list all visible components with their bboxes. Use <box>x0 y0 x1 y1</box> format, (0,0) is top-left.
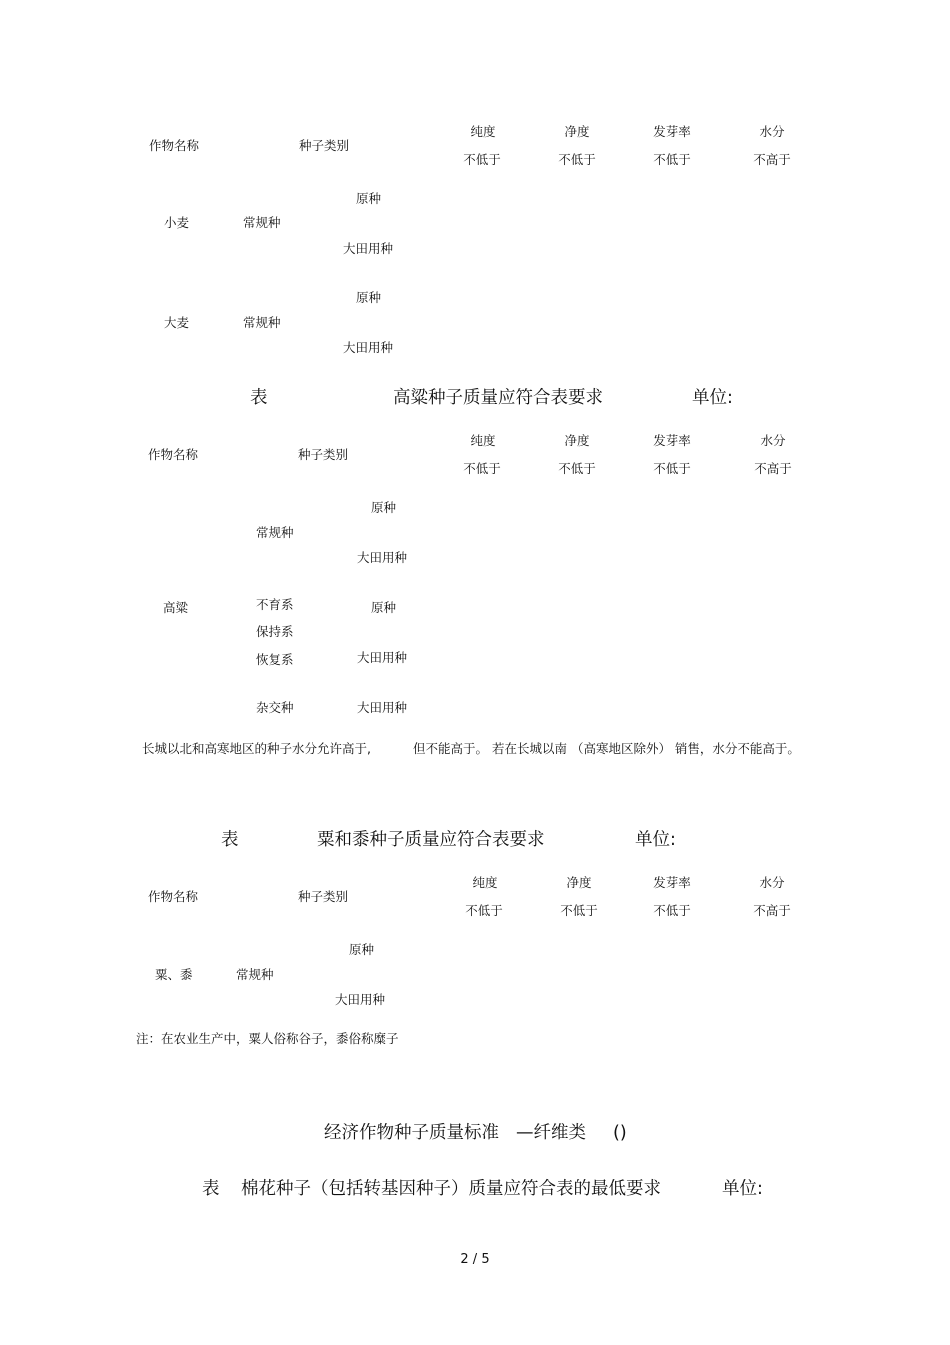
t3-header-germination-min: 不低于 <box>653 903 691 918</box>
t1-wheat-type: 常规种 <box>243 215 281 230</box>
t3-title: 粟和黍种子质量应符合表要求 <box>317 830 545 850</box>
t3-title-prefix: 表 <box>221 830 239 850</box>
t2-header-moisture: 水分 <box>760 433 786 448</box>
section-dash-label: —纤维类 <box>516 1123 586 1143</box>
t3-header-crop-name: 作物名称 <box>148 889 199 904</box>
section-paren: () <box>613 1123 627 1143</box>
t2-unit: 单位: <box>692 388 733 408</box>
t1-header-purity: 纯度 <box>470 124 496 139</box>
t2-conventional-grade2: 大田用种 <box>357 550 408 565</box>
t2-lines-grade2: 大田用种 <box>357 650 408 665</box>
t1-barley-grade2: 大田用种 <box>343 340 394 355</box>
t2-conventional-grade1: 原种 <box>371 500 397 515</box>
t2-header-cleanliness: 净度 <box>564 433 590 448</box>
t2-hybrid-grade: 大田用种 <box>357 700 408 715</box>
t3-crop: 粟、黍 <box>155 967 193 982</box>
t1-barley-type: 常规种 <box>243 315 281 330</box>
t1-header-seed-category: 种子类别 <box>299 138 350 153</box>
t2-header-cleanliness-min: 不低于 <box>558 461 596 476</box>
t2-header-moisture-max: 不高于 <box>754 461 792 476</box>
t1-header-purity-min: 不低于 <box>463 152 501 167</box>
t3-header-germination: 发芽率 <box>653 875 691 890</box>
t2-header-germination-min: 不低于 <box>653 461 691 476</box>
t3-header-purity: 纯度 <box>472 875 498 890</box>
t3-unit: 单位: <box>635 830 676 850</box>
t1-header-moisture: 水分 <box>759 124 785 139</box>
t2-hybrid-type: 杂交种 <box>256 700 294 715</box>
t2-conventional-type: 常规种 <box>256 525 294 540</box>
t3-header-moisture-max: 不高于 <box>753 903 791 918</box>
t3-header-moisture: 水分 <box>759 875 785 890</box>
t2-maintainer-line: 保持系 <box>256 624 294 639</box>
cotton-table-unit: 单位: <box>722 1179 763 1199</box>
t3-note: 注：在农业生产中，粟人俗称谷子，黍俗称糜子 <box>136 1031 399 1046</box>
t2-sterile-line: 不育系 <box>256 597 294 612</box>
t1-header-crop-name: 作物名称 <box>149 138 200 153</box>
t1-header-germination: 发芽率 <box>653 124 691 139</box>
t1-wheat-grade2: 大田用种 <box>343 241 394 256</box>
t1-wheat-grade1: 原种 <box>356 191 382 206</box>
t2-lines-grade1: 原种 <box>371 600 397 615</box>
t1-header-cleanliness: 净度 <box>564 124 590 139</box>
t1-header-moisture-max: 不高于 <box>753 152 791 167</box>
t1-header-cleanliness-min: 不低于 <box>558 152 596 167</box>
t3-grade2: 大田用种 <box>335 992 386 1007</box>
t2-header-purity-min: 不低于 <box>463 461 501 476</box>
t2-note-part2: 但不能高于。 若在长城以南 （高寒地区除外） 销售，水分不能高于。 <box>413 741 800 756</box>
t1-barley-grade1: 原种 <box>356 290 382 305</box>
t2-title: 高粱种子质量应符合表要求 <box>393 388 603 408</box>
t2-header-purity: 纯度 <box>470 433 496 448</box>
t2-header-germination: 发芽率 <box>653 433 691 448</box>
t2-restorer-line: 恢复系 <box>256 652 294 667</box>
t2-header-crop-name: 作物名称 <box>148 447 199 462</box>
t1-header-germination-min: 不低于 <box>653 152 691 167</box>
cotton-table-title: 棉花种子（包括转基因种子）质量应符合表的最低要求 <box>241 1179 661 1199</box>
t2-crop: 高粱 <box>163 600 189 615</box>
t2-title-prefix: 表 <box>250 388 268 408</box>
t3-header-cleanliness: 净度 <box>566 875 592 890</box>
section-heading: 经济作物种子质量标准 <box>324 1123 499 1143</box>
t1-wheat-crop: 小麦 <box>164 215 190 230</box>
t1-barley-crop: 大麦 <box>164 315 190 330</box>
t3-header-seed-category: 种子类别 <box>298 889 349 904</box>
t2-header-seed-category: 种子类别 <box>298 447 349 462</box>
cotton-table-prefix: 表 <box>202 1179 220 1199</box>
t3-grade1: 原种 <box>349 942 375 957</box>
t3-header-cleanliness-min: 不低于 <box>560 903 598 918</box>
t2-note-part1: 长城以北和高寒地区的种子水分允许高于, <box>142 741 371 756</box>
page-number: 2 / 5 <box>460 1252 490 1267</box>
t3-header-purity-min: 不低于 <box>465 903 503 918</box>
t3-type: 常规种 <box>236 967 274 982</box>
